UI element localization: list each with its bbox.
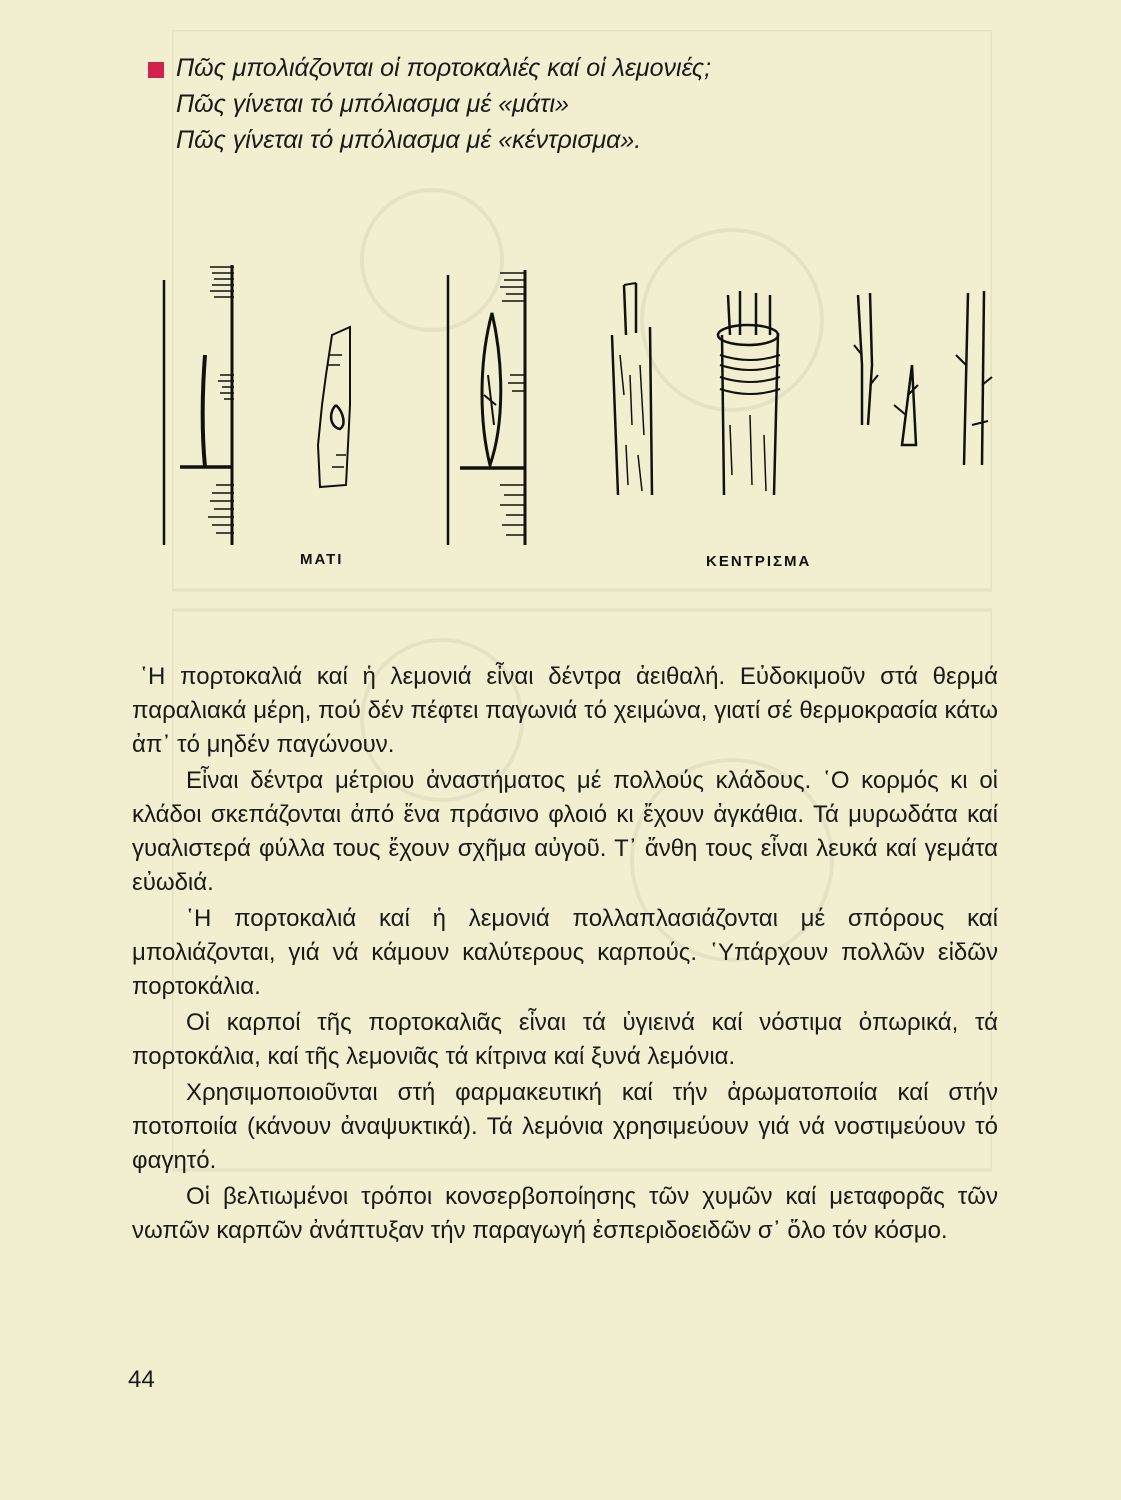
question-text: Πῶς γίνεται τό μπόλιασμα μέ «μάτι» — [176, 90, 569, 118]
label-kentrisma: ΚΕΝΤΡΙΣΜΑ — [706, 553, 812, 570]
body-text — [132, 660, 998, 1250]
bud-inserted-stem-icon — [448, 270, 526, 545]
paragraph: Οἱ καρποί τῆς πορτοκαλιᾶς εἶναι τά ὑγιεινά καί νόστιμα ὀπωρικά, τά πορτοκάλια, καί τῆς λεμονιᾶς τά κίτρινα καί ξυνά λεμόνια. — [132, 1009, 998, 1070]
question-text: Πῶς γίνεται τό μπόλιασμα μέ «κέντρισμα». — [176, 126, 642, 154]
grafting-illustration — [150, 255, 1010, 585]
paragraph: Οἱ βελτιωμένοι τρόποι κονσερβοποίησης τῶν χυμῶν καί μεταφορᾶς τῶν νωπῶν καρπῶν ἀνάπτυξαν τήν παραγωγή ἐσπεριδοειδῶν σ᾽ ὅλο τόν κόσμο. — [132, 1183, 998, 1244]
question-line — [148, 50, 988, 86]
bud-graft-stem-cut-icon — [164, 265, 234, 545]
question-text: Πῶς μπολιάζονται οἱ πορτοκαλιές καί οἱ λεμονιές; — [176, 54, 712, 82]
question-line — [148, 122, 988, 158]
label-mati: ΜΑΤΙ — [300, 551, 344, 568]
question-line — [148, 86, 988, 122]
paragraph: Εἶναι δέντρα μέτριου ἀναστήματος μέ πολλούς κλάδους. ῾Ο κορμός κι οἱ κλάδοι σκεπάζονται ἀπό ἕνα πράσινο φλοιό κι ἔχουν ἀγκάθια. Τά μυρωδάτα καί γυαλιστερά φύλλα τους ἔχουν σχῆμα αὐγοῦ. Τ᾽ ἄνθη τους εἶναι λευκά καί γεμάτα εὐωδιά. — [132, 767, 998, 896]
thin-stem-icon — [956, 291, 992, 465]
paragraph: ῾Η πορτοκαλιά καί ἡ λεμονιά πολλαπλασιάζονται μέ σπόρους καί μπολιάζονται, γιά νά κάμουν καλύτερους καρπούς. ῾Υπάρχουν πολλῶν εἰδῶν πορτοκάλια. — [132, 905, 998, 1000]
cleft-graft-stem-icon — [612, 283, 652, 495]
grafting-drawings — [150, 255, 1010, 555]
bud-eye-icon — [318, 327, 350, 487]
paragraph: Χρησιμοποιοῦνται στή φαρμακευτική καί τήν ἀρωματοποιία καί στήν ποτοποιία (κάνουν ἀναψυκτικά). Τά λεμόνια χρησιμεύουν γιά νά νοστιμεύουν τό φαγητό. — [132, 1079, 998, 1174]
paragraph: ῾Η πορτοκαλιά καί ἡ λεμονιά εἶναι δέντρα ἀειθαλή. Εὐδοκιμοῦν στά θερμά παραλιακά μέρη, πού δέν πέφτει παγωνιά τό χειμώνα, γιατί σέ θερμοκρασία κάτω ἀπ᾽ τό μηδέν παγώνουν. — [132, 663, 998, 758]
guiding-questions — [148, 50, 988, 158]
bound-graft-stem-icon — [718, 291, 780, 495]
page-number: 44 — [128, 1366, 155, 1393]
bullet-square-icon — [148, 62, 164, 78]
scion-twig-icon — [854, 293, 918, 445]
